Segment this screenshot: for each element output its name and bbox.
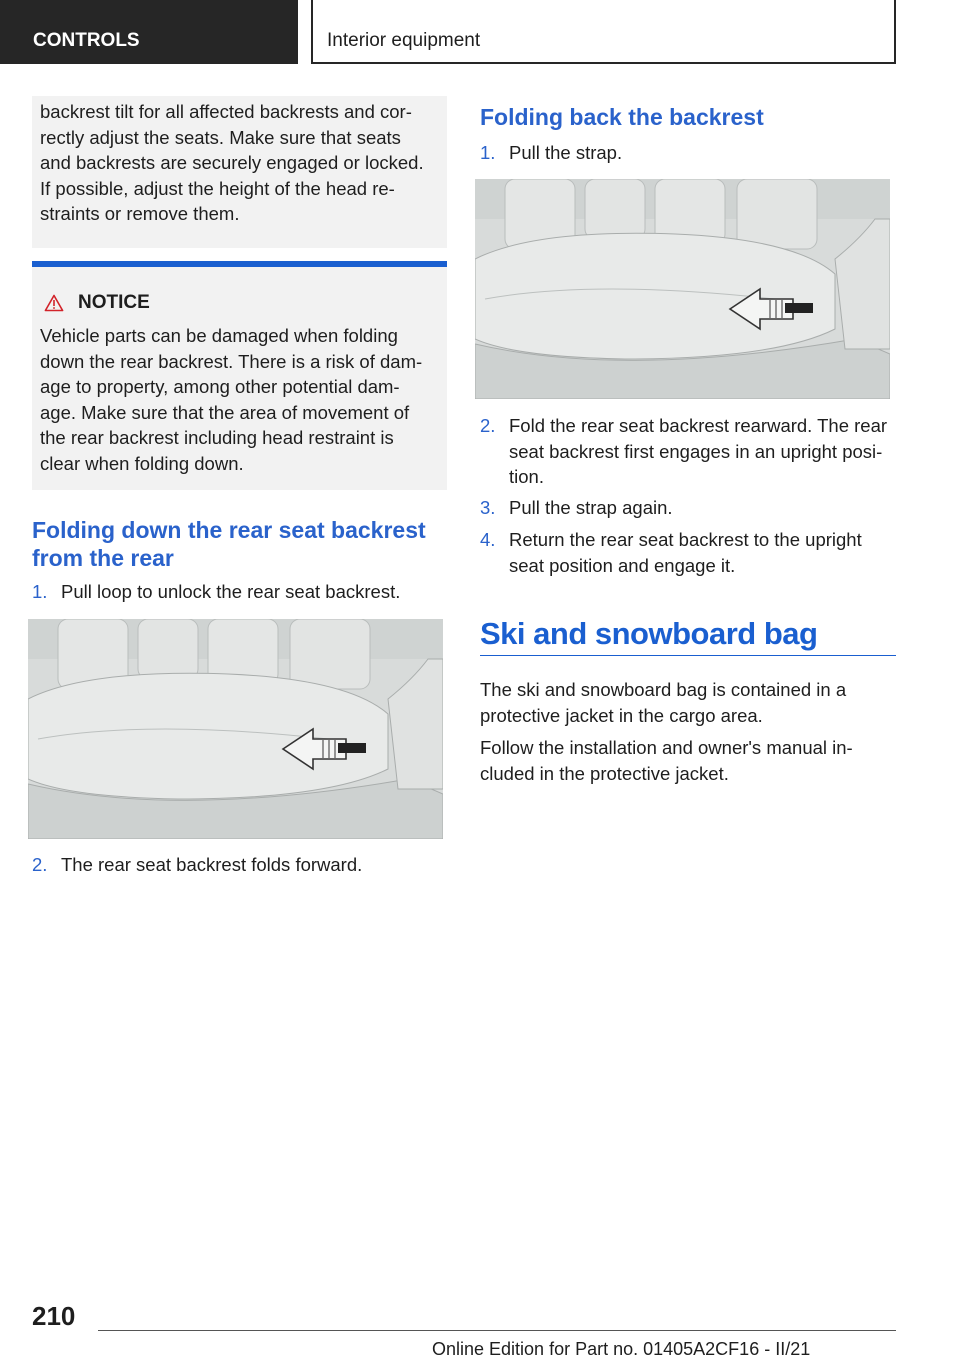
notice-line: the rear backrest including head restraint is (40, 427, 394, 448)
notice-line: age to property, among other potential dam- (40, 376, 400, 397)
step-text: Pull the strap again. (509, 497, 673, 518)
heading-fold-back: Folding back the backrest (480, 104, 764, 130)
warning-text: backrest tilt for all affected backrests and cor- rectly adjust the seats. Make sure that seats and backrests are securely engaged or locked. If possible, adjust the height of the head re- straints or remove them. (40, 101, 424, 224)
step-text-line: Fold the rear seat backrest rearward. The rear (509, 415, 888, 436)
step-text: The rear seat backrest folds forward. (61, 854, 363, 875)
notice-line: clear when folding down. (40, 452, 244, 474)
step-number: 1. (32, 581, 48, 602)
notice-box (32, 261, 447, 490)
footer-edition: Online Edition for Part no. 01405A2CF16 - II/21 (432, 1339, 811, 1359)
notice-line: Vehicle parts can be damaged when folding (40, 325, 398, 346)
heading-fold-down (32, 516, 426, 572)
step-text: Pull the strap. (509, 142, 623, 163)
notice-header (40, 290, 439, 316)
header-section-tab (0, 0, 298, 64)
section-title: Ski and snowboard bag (480, 616, 818, 651)
section-divider (480, 655, 896, 656)
warning-continuation-box (32, 96, 447, 248)
footer-divider (98, 1330, 896, 1331)
header-section-label: CONTROLS (33, 30, 140, 51)
step-number: 2. (32, 854, 48, 875)
ski-bag-paragraph (480, 677, 896, 728)
notice-line: down the rear backrest. There is a risk of dam- (40, 350, 423, 372)
step-number: 1. (480, 142, 496, 163)
step-text-line: Return the rear seat backrest to the upright (509, 529, 862, 550)
step-text-line: seat position and engage it. (509, 554, 736, 576)
manual-paragraph (480, 735, 896, 786)
step-number: 3. (480, 497, 496, 518)
heading-line: Folding down the rear seat backrest (32, 517, 426, 543)
seat-illustration-left (28, 619, 443, 839)
page-number: 210 (32, 1301, 76, 1331)
step-number: 2. (480, 415, 496, 436)
seat-illustration-right (475, 179, 890, 399)
step-number: 4. (480, 529, 496, 550)
paragraph-line: Follow the installation and owner's manual in- (480, 737, 853, 758)
header-chapter-label: Interior equipment (327, 30, 481, 51)
notice-line: age. Make sure that the area of movement of (40, 401, 410, 423)
rear-seat-drawing (475, 179, 890, 399)
paragraph-line: protective jacket in the cargo area. (480, 704, 763, 726)
warning-triangle-icon (44, 294, 64, 312)
header-chapter-box (311, 0, 896, 64)
step-text: Pull loop to unlock the rear seat backrest. (61, 581, 401, 602)
paragraph-line: cluded in the protective jacket. (480, 762, 729, 784)
heading-line: from the rear (32, 545, 174, 571)
notice-title: NOTICE (78, 292, 150, 313)
step-text-line: seat backrest first engages in an upright posi- (509, 440, 883, 462)
paragraph-line: The ski and snowboard bag is contained in a (480, 679, 847, 700)
step-text-line: tion. (509, 466, 544, 487)
rear-seat-drawing (28, 619, 443, 839)
